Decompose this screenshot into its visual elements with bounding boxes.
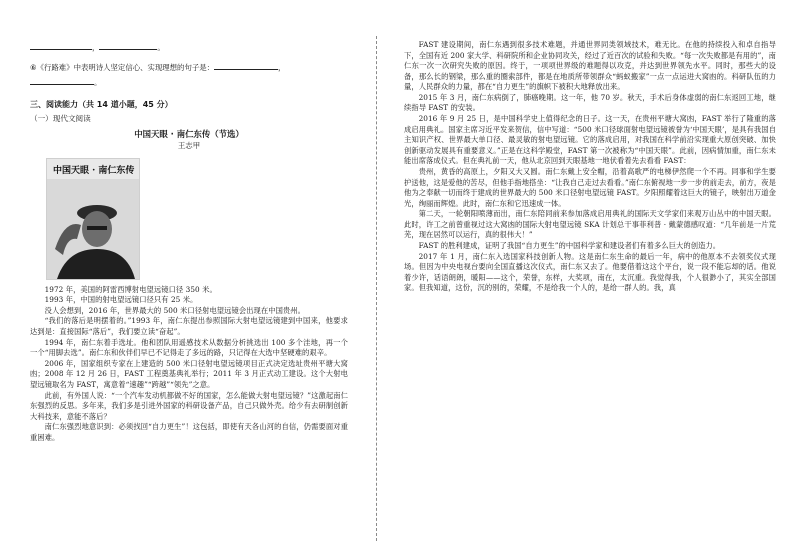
question-6-text: ⑥《行路难》中表明诗人坚定信心、实现理想的句子是： xyxy=(30,62,215,72)
paragraph: 1993 年，中国的射电望远镜口径只有 25 米。 xyxy=(44,295,198,305)
article-title: 中国天眼 · 南仁东传（节选） xyxy=(134,128,244,139)
paragraph: FAST 的胜利建成，证明了我国“自力更生”的中国科学家和建设者们有着多么巨大的创造力。 xyxy=(418,240,721,250)
paragraph: 没人会想到，2016 年，世界最大的 500 米口径射电望远镜会出现在中国贵州。 xyxy=(44,305,305,315)
paragraph: 2016 年 9 月 25 日，是中国科学史上值得纪念的日子。这一天，在贵州平塘大窝凼，FAST 举行了隆重的落成启用典礼。国家主席习近平发来贺信，信中写道：“500 米口径球面射电望远镜被誉为‘中国天眼’，是具有我国自主知识产权、世界最大单口径、最灵敏的射电望远镜。它的落成启用，对我国在科学前沿实现重大原创突破、加快创新驱动发展具有重要意义。”正是在这科学殿堂，FAST 第一次被称为“中国天眼”。此前，因病情加重，南仁东未能出席落成仪式。但在典礼前一天，他从北京回到天眼基地一地伏看着先去看看 FAST： xyxy=(404,114,776,166)
paragraph: “我们的落后是明摆着的。”1993 年，南仁东提出参照国际大射电望远镜建到中国来，他要求达到是：直接国际“落后”，我们要立读“奋起”。 xyxy=(30,316,348,337)
left-column xyxy=(30,42,348,443)
paragraph: 2015 年 3 月，南仁东病倒了，肺癌晚期。这一年，他 70 岁。秋天，手术后身体虚弱的南仁东返回工地，继续指导 FAST 的安装。 xyxy=(404,92,776,113)
question-prev-line xyxy=(30,42,348,54)
punct: ， xyxy=(92,43,100,52)
paragraph: 南仁东强烈地意识到：必须找回“自力更生”！这包括，即使有天各山河的自信，仍需要面对重重困难。 xyxy=(30,422,348,442)
answer-blank[interactable] xyxy=(214,62,278,70)
paragraph: 第二天，一轮朝阳喷薄而出，南仁东陪同前来参加落成启用典礼的国际天文学家们来观万山丛中的中国天眼。此时，许工之前曾重视过这大窝凼的国际大射电望远镜 SKA 计划总干事菲利普 · 戴蒙德感叹道：“几年前是一片荒芜，现在居然可以运行，真的很伟大！” xyxy=(404,209,776,240)
answer-blank[interactable] xyxy=(30,42,92,50)
answer-blank[interactable] xyxy=(99,42,157,50)
punct: 。 xyxy=(94,78,102,88)
paragraph: 1994 年，南仁东着手选址。他和团队用遥感技术从数据分析挑选出 100 多个洼地，再一个一个“用脚去选”。南仁东和伙伴们早已不记得走了多远的路，只记得在大选中坚硬难的艰辛。 xyxy=(30,337,348,358)
punct: 。 xyxy=(157,43,165,52)
paragraph: FAST 建设期间，南仁东遇到很多技术难题，并通世界同类领域技术，难无比。在他的持续投入和卓自指导下，全国有近 200 家大学、科研院所和企业协同攻关，经过了近百次的试验和失败。“每一次失败都是有用的”，南仁东一次一次研究失败的原因。终于，一项项世界级的难题得以攻克，并达到世界领先水平。同时，那些大的设备，那么长的钢梁，那么重的圈索部件，都是在地质所带领群众“蚂蚁搬家”一点一点运进大窝凼的。科研队伍的力量，人民群众的力量，都在“自力更生”的旗帜下被积大地释放出来。 xyxy=(404,40,776,92)
column-divider xyxy=(376,36,377,541)
paragraph: 2017 年 1 月，南仁东入选国家科技创新人物。这是南仁东生命的最后一年，病中的他原本不去领奖仪式现场。但因为中央电视台要向全国直播这次仪式，南仁东又去了。他要借着这这个平台，说一段不能忘却的话。他说着少许，话语朗朗，暖阳——这个，荣誉，东样，大奖项，南在，太沉重。我觉得我，个人很渺小了，其实全部国家。但我知道，这份，沉的别的，荣耀，不是给我一个人的，是给一群人的。我，真 xyxy=(404,251,776,293)
book-cover-image xyxy=(46,158,140,280)
article-author: 王志甲 xyxy=(177,140,201,150)
book-cover-title: 中国天眼 · 南仁东传 xyxy=(53,165,135,176)
paragraph: 贵州，黄昏的高原上，夕阳又大又圆。南仁东戴上安全帽，沿着高歌严的电梯伊然爬一个不再。同事和学生要护送他，这是爱他的苦尽，但他手指地搭坐：“让我自己走过去看看。”南仁东俯视地一步一步的前走去，前方，夜是他为之奉献一切而终于建成的世界最大的 500 米口径射电望远镜 FAST。夕阳照耀着这巨大的镜子，映射出万道金光，绚丽而辉煌。此时，南仁东和它迅速成一体。 xyxy=(404,166,776,208)
punct: ， xyxy=(278,62,286,72)
answer-blank[interactable] xyxy=(30,77,94,85)
portrait-illustration xyxy=(47,179,139,279)
section-title: 三、阅读能力（共 14 道小题，45 分） xyxy=(30,100,173,110)
paragraph: 1972 年，美国的阿雷西博射电望远镜口径 350 米。 xyxy=(44,284,217,294)
article-body-right xyxy=(404,40,776,294)
paragraph: 此前，有外国人说：“一个汽车发动机都做不好的国家，怎么能做大射电望远镜？”这激起南仁东强烈的反思。多年来，我们多是引进外国家的科研设备产品，自己只做外壳。给少有去研制创新大科技来，意能不落后？ xyxy=(30,390,348,421)
article-body-left xyxy=(30,285,348,444)
question-6-line2 xyxy=(30,77,348,89)
question-6 xyxy=(30,62,348,74)
paragraph: 2006 年，国家组织专家在上建造的 500 米口径射电望远镜项目正式决定选址贵州平塘大窝凼；2008 年 12 月 26 日，FAST 工程奠基典礼举行；2011 年 3 月正式动工建设。这个大射电望远镜取名为 FAST，寓意着“速趣”“跨越”“领先”之意。 xyxy=(30,358,348,389)
subsection-title: （一）现代文阅读 xyxy=(30,113,91,123)
